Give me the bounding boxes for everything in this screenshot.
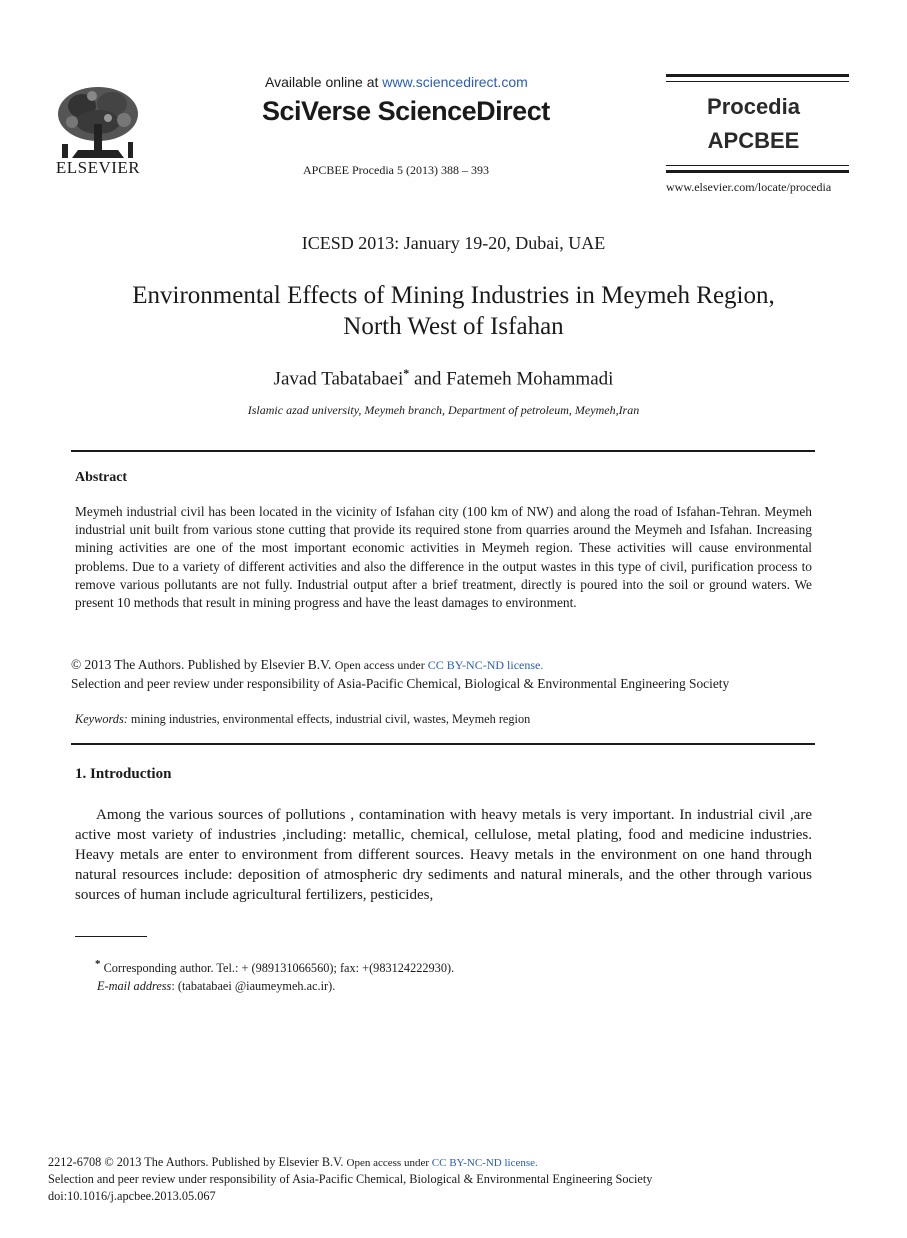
footnote-mark: * (95, 958, 101, 970)
sciencedirect-link[interactable]: www.sciencedirect.com (382, 74, 528, 90)
journal-citation: APCBEE Procedia 5 (2013) 388 – 393 (303, 163, 489, 177)
journal-box-bottom-rule-thin (666, 165, 849, 166)
availability-text: Available online at (265, 74, 383, 90)
journal-name: Procedia (707, 94, 800, 119)
journal-box-bottom-rule (666, 170, 849, 173)
footer-issn: 2212-6708 © 2013 The Authors. Published by Elsevier B.V. (48, 1155, 347, 1169)
publisher-wordmark: ELSEVIER (55, 158, 141, 177)
footnote-contact: Corresponding author. Tel.: + (989131066560); fax: +(983124222930). (100, 961, 455, 976)
email-label: E-mail address (97, 979, 172, 993)
footer-license-link[interactable]: CC BY-NC-ND license. (431, 1157, 538, 1169)
availability-line (265, 74, 528, 90)
footer-open-access: Open access under (346, 1157, 432, 1169)
abstract-top-rule (71, 450, 815, 452)
email-value: : (tabatabaei @iaumeymeh.ac.ir). (171, 979, 336, 993)
abstract-body: Meymeh industrial civil has been located in the vicinity of Isfahan city (100 km of NW) and along the road of Isfahan-Tehran. Meymeh industrial unit built from various stone cutting that provide its required stone from quarries around the Meymeh and Isfahan. Increasing mining activities are one of the most important economic activities in Meymeh region. These activities will cause environmental problems. Due to a variety of different activities and also the difference in the output wastes in this type of civil, purification process to remove various pollutants are not fully. Industrial output after a brief treatment, directly is poured into the soil or ground waters. We present 10 methods that result in mining progress and have the least damages to environment. (75, 504, 812, 611)
title-line-2: North West of Isfahan (343, 313, 564, 340)
footnote-rule (75, 936, 147, 937)
footer-issn-line (48, 1155, 538, 1170)
platform-logo: SciVerse ScienceDirect (262, 96, 550, 126)
peer-review-line: Selection and peer review under responsibility of Asia-Pacific Chemical, Biological & Environmental Engineering Society (71, 676, 730, 691)
affiliation: Islamic azad university, Meymeh branch, Department of petroleum, Meymeh,Iran (247, 403, 640, 417)
introduction-body: Among the various sources of pollutions , contamination with heavy metals is very important. In industrial civil ,are active most variety of industries ,including: metallic, chemical, cellulose, metal plating, food and medicine industries. Heavy metals are enter to environment from different sources. Heavy metals in the environment on one hand through natural resources include: deposition of atmospheric dry sediments and natural minerals, and the other through various sources of human include agricultural fertilizers, pesticides, (75, 807, 812, 903)
copyright-line (71, 657, 831, 673)
keywords-label: Keywords: (75, 712, 128, 726)
open-access-text: Open access under (334, 658, 428, 672)
keywords-line (75, 712, 815, 727)
footnote-email (97, 979, 335, 994)
journal-homepage-link[interactable]: www.elsevier.com/locate/procedia (666, 180, 832, 194)
author-2: and Fatemeh Mohammadi (409, 368, 614, 390)
journal-subname: APCBEE (707, 128, 800, 153)
conference-line: ICESD 2013: January 19-20, Dubai, UAE (301, 233, 606, 253)
title-line-1: Environmental Effects of Mining Industries in Meymeh Region, (132, 282, 775, 309)
keywords-list: mining industries, environmental effects, industrial civil, wastes, Meymeh region (127, 712, 531, 726)
abstract-heading: Abstract (75, 470, 128, 485)
footnote-corresponding (95, 958, 454, 976)
author-1: Javad Tabatabaei (273, 368, 404, 390)
journal-box-top-rule (666, 74, 849, 77)
journal-box-top-rule-thin (666, 81, 849, 82)
footer-peer-review: Selection and peer review under responsibility of Asia-Pacific Chemical, Biological & Environmental Engineering Society (48, 1172, 653, 1186)
license-link[interactable]: CC BY-NC-ND license. (427, 658, 544, 672)
abstract-bottom-rule (71, 743, 815, 745)
footer-doi[interactable]: doi:10.1016/j.apcbee.2013.05.067 (48, 1189, 216, 1203)
copyright-text: © 2013 The Authors. Published by Elsevier B.V. (71, 657, 335, 672)
section-heading-introduction: 1. Introduction (75, 766, 172, 782)
author-list (0, 366, 887, 390)
corresponding-mark: * (403, 366, 410, 380)
paper-title (40, 280, 867, 342)
